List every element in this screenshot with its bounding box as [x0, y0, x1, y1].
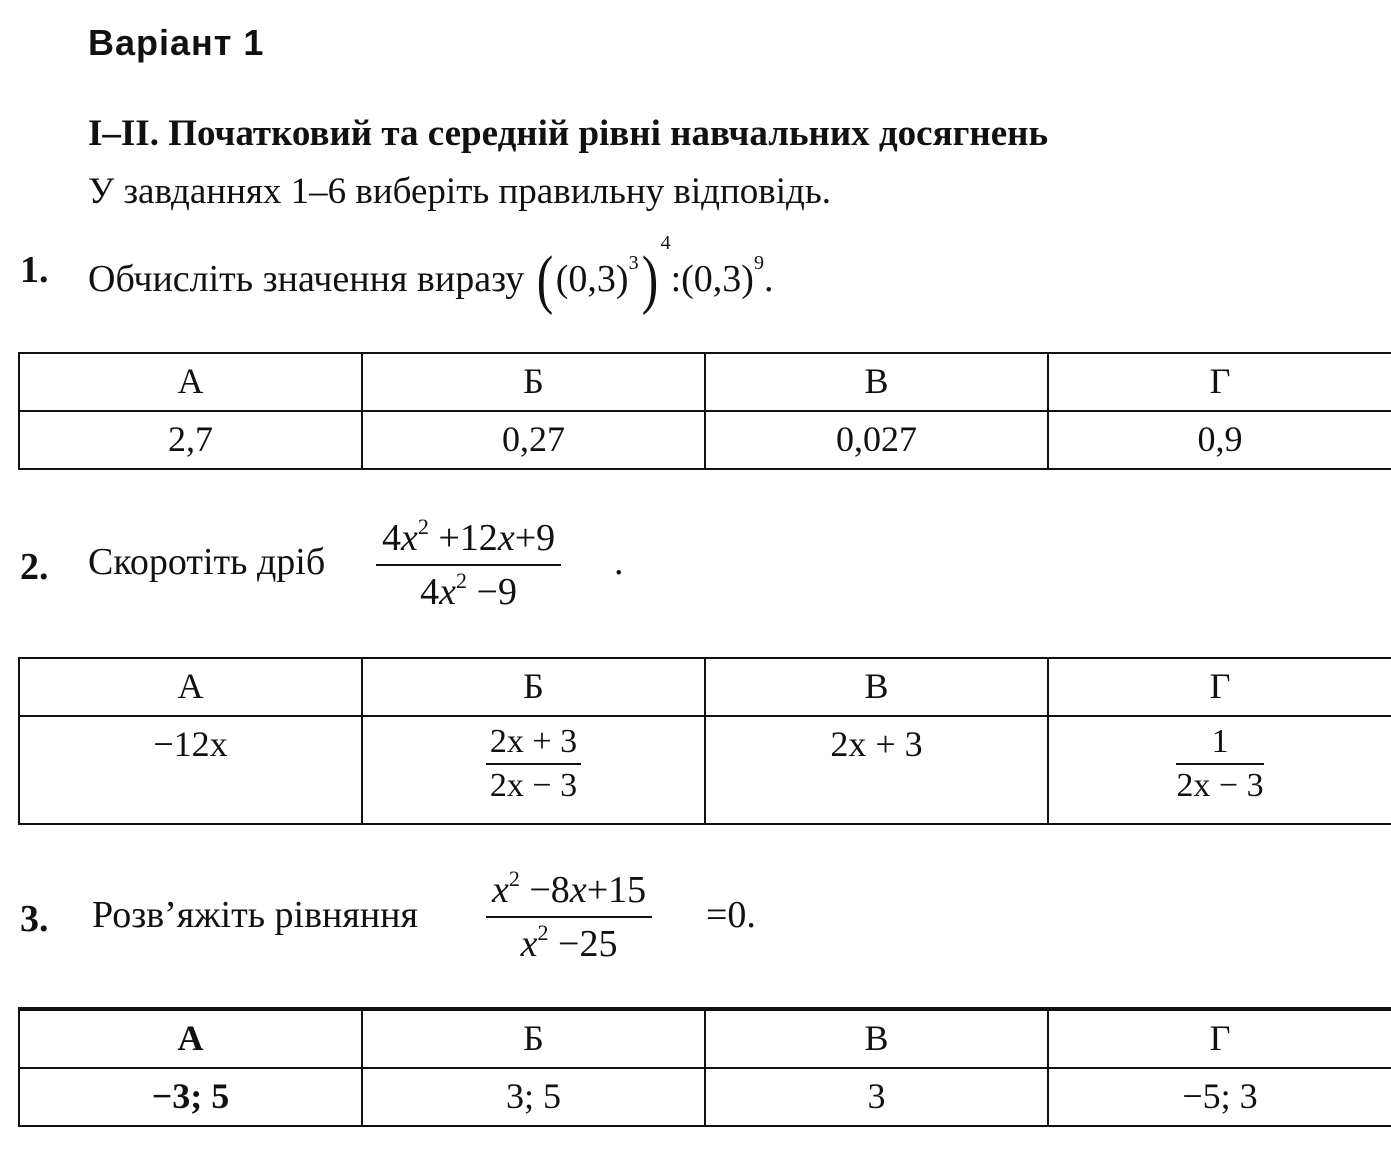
q2-option-d: $\frac{1}{2x - 3}$	[1048, 716, 1391, 824]
question-2-fraction	[376, 516, 561, 614]
question-1-text	[88, 232, 774, 318]
question-3-options	[18, 1007, 1391, 1127]
question-1-number: 1.	[20, 249, 49, 291]
q3-option-d: −5; 3	[1048, 1068, 1391, 1126]
question-3-prompt: Розв’яжіть рівняння	[92, 894, 418, 936]
question-1-expression: $((0,3)^3)$ $^4:(0,3)^9$.	[536, 232, 774, 316]
q1-letter-d: Г	[1048, 353, 1391, 411]
question-2-denominator: $4x^2 -9$	[420, 568, 517, 613]
question-1-prompt: Обчисліть значення виразу	[88, 258, 525, 300]
section-heading: I–II. Початковий та середній рівні навчальних досягнень	[88, 113, 1049, 154]
question-3-numerator: $x^2 -8x+15$	[486, 868, 652, 918]
question-3-rhs: =0.	[706, 894, 756, 936]
question-2-numerator: $4x^2 +12x+9$	[376, 516, 561, 566]
q2-option-a: −12x	[19, 716, 362, 824]
q1-option-d: 0,9	[1048, 411, 1391, 469]
q2-option-c: 2x + 3	[705, 716, 1048, 824]
instruction-text: У завданнях 1–6 виберіть правильну відповідь.	[88, 171, 831, 212]
q1-letter-b: Б	[362, 353, 705, 411]
q1-letter-a: А	[19, 353, 362, 411]
question-2-period: .	[614, 541, 624, 583]
q2-letter-c: В	[705, 658, 1048, 716]
question-1-options	[18, 352, 1391, 470]
q1-option-c: 0,027	[705, 411, 1048, 469]
q2-letter-b: Б	[362, 658, 705, 716]
question-2-options	[18, 657, 1391, 825]
q3-letter-b: Б	[362, 1009, 705, 1068]
q2-option-b: $\frac{2x + 3}{2x - 3}$	[362, 716, 705, 824]
q1-option-b: 0,27	[362, 411, 705, 469]
q1-option-a: 2,7	[19, 411, 362, 469]
q3-option-c: 3	[705, 1068, 1048, 1126]
q3-option-b: 3; 5	[362, 1068, 705, 1126]
question-2-prompt: Скоротіть дріб	[88, 541, 326, 583]
variant-title: Варіант 1	[88, 22, 265, 63]
question-3-denominator: $x^2 -25$	[520, 920, 618, 965]
question-2-number: 2.	[20, 546, 49, 588]
q3-letter-a: А	[19, 1009, 362, 1068]
question-3-number: 3.	[20, 898, 49, 940]
q2-letter-d: Г	[1048, 658, 1391, 716]
q3-option-a: −3; 5	[19, 1068, 362, 1126]
q3-letter-c: В	[705, 1009, 1048, 1068]
q1-letter-c: В	[705, 353, 1048, 411]
q2-letter-a: А	[19, 658, 362, 716]
q3-letter-d: Г	[1048, 1009, 1391, 1068]
question-3-fraction	[486, 868, 652, 966]
